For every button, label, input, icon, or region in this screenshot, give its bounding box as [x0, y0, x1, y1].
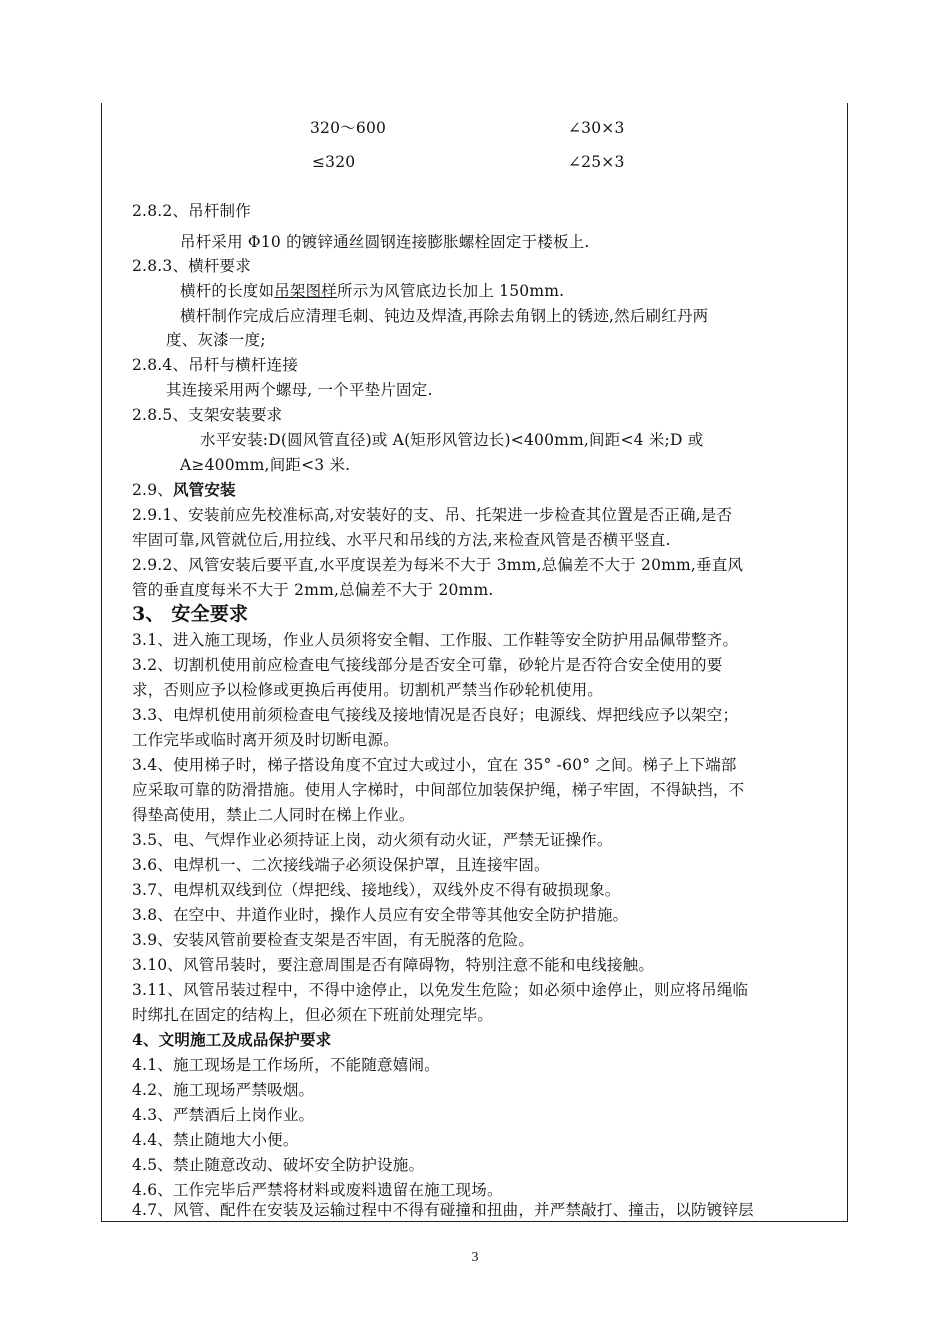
section-4-line: 4.3、严禁酒后上岗作业。 — [132, 1106, 315, 1124]
section-2-9-1-line1: 2.9.1、安装前应先校准标高,对安装好的支、吊、托架进一步检查其位置是否正确,是否 — [132, 506, 733, 524]
section-3-heading: 3、 安全要求 — [132, 603, 249, 625]
section-2-9-2-line2: 管的垂直度每米不大于 2mm,总偏差不大于 20mm. — [132, 581, 494, 599]
section-4-line: 4.5、禁止随意改动、破坏安全防护设施。 — [132, 1156, 425, 1174]
section-2-9-1-line2: 牢固可靠,风管就位后,用拉线、水平尺和吊线的方法,来检查风管是否横平竖直. — [132, 531, 671, 549]
section-3-line: 3.4、使用梯子时，梯子搭设角度不宜过大或过小，宜在 35° -60° 之间。梯子上下端部 — [132, 756, 737, 774]
section-3-line: 求，否则应予以检修或更换后再使用。切割机严禁当作砂轮机使用。 — [132, 681, 604, 699]
section-3-line: 3.6、电焊机一、二次接线端子必须设保护罩，且连接牢固。 — [132, 856, 550, 874]
section-2-8-3-line3: 度、灰漆一度; — [166, 331, 266, 349]
section-2-8-2-body: 吊杆采用 Φ10 的镀锌通丝圆钢连接膨胀螺栓固定于楼板上. — [180, 233, 590, 251]
line1-text-b: 所示为风管底边长加上 150mm. — [337, 282, 565, 300]
hanger-drawing-link[interactable]: 吊架图样 — [274, 282, 338, 300]
section-4-line: 4.4、禁止随地大小便。 — [132, 1131, 299, 1149]
section-4-line: 4.6、工作完毕后严禁将材料或废料遗留在施工现场。 — [132, 1181, 503, 1199]
section-2-8-3-line2: 横杆制作完成后应清理毛刺、钝边及焊渣,再除去角钢上的锈迹,然后刷红丹两 — [180, 307, 709, 325]
section-2-8-3-heading: 2.8.3、横杆要求 — [132, 257, 251, 275]
section-2-9-title: 风管安装 — [172, 480, 236, 499]
section-2-8-2-heading: 2.8.2、吊杆制作 — [132, 202, 251, 220]
section-3-line: 得垫高使用，禁止二人同时在梯上作业。 — [132, 806, 415, 824]
section-3-line: 工作完毕或临时离开须及时切断电源。 — [132, 731, 399, 749]
size-cell-2: ≤320 — [312, 153, 356, 171]
section-2-8-5-line2: A≥400mm,间距<3 米. — [180, 456, 351, 474]
section-3-line: 时绑扎在固定的结构上，但必须在下班前处理完毕。 — [132, 1006, 494, 1024]
section-4-line: 4.2、施工现场严禁吸烟。 — [132, 1081, 315, 1099]
section-3-line: 3.1、进入施工现场，作业人员须将安全帽、工作服、工作鞋等安全防护用品佩带整齐。 — [132, 631, 739, 649]
section-4-heading: 4、文明施工及成品保护要求 — [132, 1030, 332, 1049]
section-4-line: 4.7、风管、配件在安装及运输过程中不得有碰撞和扭曲，并严禁敲打、撞击，以防镀锌层 — [132, 1201, 754, 1219]
section-3-line: 3.10、风管吊装时，要注意周围是否有障碍物，特别注意不能和电线接触。 — [132, 956, 655, 974]
line1-text-a: 横杆的长度如 — [180, 282, 275, 300]
section-3-line: 3.8、在空中、井道作业时，操作人员应有安全带等其他安全防护措施。 — [132, 906, 629, 924]
section-2-9-number: 2.9、 — [132, 481, 173, 499]
section-3-line: 3.7、电焊机双线到位（焊把线、接地线），双线外皮不得有破损现象。 — [132, 881, 621, 899]
section-2-8-5-heading: 2.8.5、支架安装要求 — [132, 406, 283, 424]
section-3-line: 3.5、电、气焊作业必须持证上岗，动火须有动火证，严禁无证操作。 — [132, 831, 613, 849]
section-3-line: 3.11、风管吊装过程中，不得中途停止，以免发生危险；如必须中途停止，则应将吊绳临 — [132, 981, 749, 999]
section-2-8-3-line1 — [180, 281, 564, 301]
size-cell-1: 320～600 — [310, 119, 387, 137]
section-4-line: 4.1、施工现场是工作场所，不能随意嬉闹。 — [132, 1056, 440, 1074]
section-3-line: 应采取可靠的防滑措施。使用人字梯时，中间部位加装保护绳，梯子牢固，不得缺挡，不 — [132, 781, 745, 799]
angle-cell-1: ∠30×3 — [568, 119, 625, 137]
section-2-8-4-heading: 2.8.4、吊杆与横杆连接 — [132, 356, 299, 374]
section-2-8-5-line1: 水平安装:D(圆风管直径)或 A(矩形风管边长)<400mm,间距<4 米;D 或 — [200, 431, 704, 449]
section-3-line: 3.2、切割机使用前应检查电气接线部分是否安全可靠，砂轮片是否符合安全使用的要 — [132, 656, 723, 674]
page-number: 3 — [471, 1250, 479, 1265]
section-2-9-heading — [132, 480, 236, 500]
section-2-9-2-line1: 2.9.2、风管安装后要平直,水平度误差为每米不大于 3mm,总偏差不大于 20mm,垂直风 — [132, 556, 744, 574]
section-3-line: 3.3、电焊机使用前须检查电气接线及接地情况是否良好；电源线、焊把线应予以架空； — [132, 706, 739, 724]
section-3-line: 3.9、安装风管前要检查支架是否牢固，有无脱落的危险。 — [132, 931, 535, 949]
angle-cell-2: ∠25×3 — [568, 153, 625, 171]
section-2-8-4-body: 其连接采用两个螺母, 一个平垫片固定. — [166, 381, 433, 399]
